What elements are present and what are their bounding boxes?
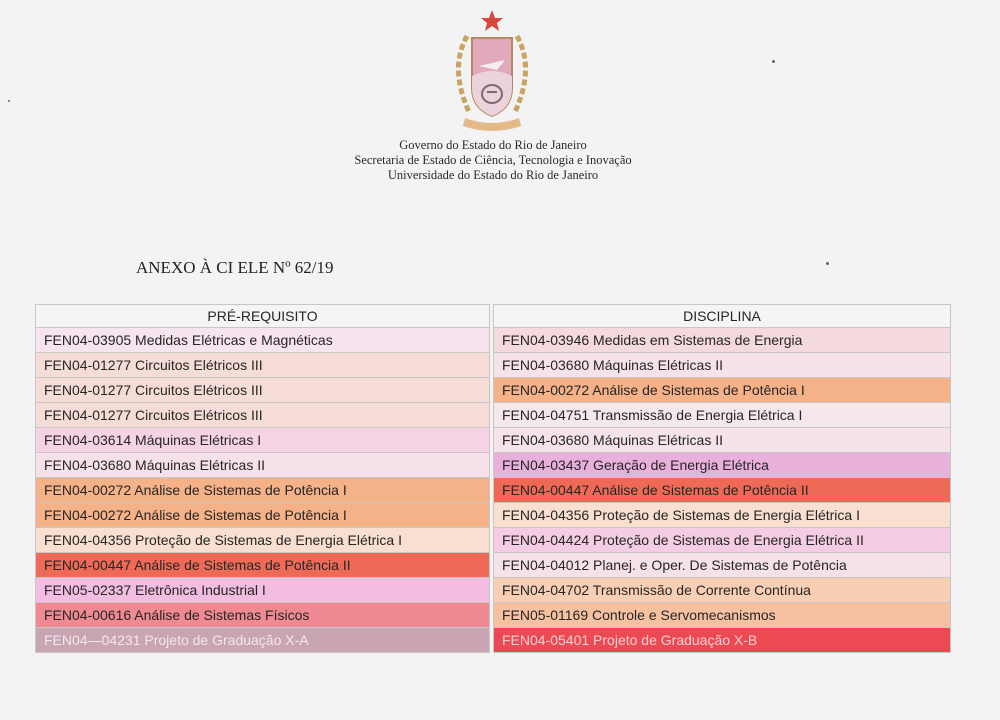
prerequisite-cell: FEN04-01277 Circuitos Elétricos III	[36, 378, 490, 403]
prerequisite-cell: FEN04—04231 Projeto de Graduação X-A	[36, 628, 490, 653]
discipline-cell: FEN04-03680 Máquinas Elétricas II	[494, 353, 951, 378]
discipline-cell: FEN04-04702 Transmissão de Corrente Contínua	[494, 578, 951, 603]
table-row	[36, 578, 951, 603]
discipline-cell: FEN04-03437 Geração de Energia Elétrica	[494, 453, 951, 478]
header-prerequisite: PRÉ-REQUISITO	[36, 305, 490, 328]
prerequisite-cell: FEN04-01277 Circuitos Elétricos III	[36, 403, 490, 428]
prerequisite-cell: FEN04-00272 Análise de Sistemas de Potência I	[36, 503, 490, 528]
prerequisite-cell: FEN04-00272 Análise de Sistemas de Potência I	[36, 478, 490, 503]
state-coat-of-arms-icon	[437, 8, 547, 138]
prerequisite-cell: FEN04-04356 Proteção de Sistemas de Energia Elétrica I	[36, 528, 490, 553]
discipline-cell: FEN04-04356 Proteção de Sistemas de Energia Elétrica I	[494, 503, 951, 528]
table-row	[36, 403, 951, 428]
scan-speck	[772, 60, 775, 63]
discipline-cell: FEN04-05401 Projeto de Graduação X-B	[494, 628, 951, 653]
scan-speck	[8, 100, 10, 102]
discipline-cell: FEN05-01169 Controle e Servomecanismos	[494, 603, 951, 628]
prerequisite-cell: FEN04-03614 Máquinas Elétricas I	[36, 428, 490, 453]
table-row	[36, 603, 951, 628]
discipline-cell: FEN04-04012 Planej. e Oper. De Sistemas de Potência	[494, 553, 951, 578]
prerequisite-cell: FEN04-00447 Análise de Sistemas de Potência II	[36, 553, 490, 578]
prerequisite-cell: FEN04-00616 Análise de Sistemas Físicos	[36, 603, 490, 628]
table-row	[36, 453, 951, 478]
discipline-cell: FEN04-04424 Proteção de Sistemas de Energia Elétrica II	[494, 528, 951, 553]
header-discipline: DISCIPLINA	[494, 305, 951, 328]
discipline-cell: FEN04-00447 Análise de Sistemas de Potência II	[494, 478, 951, 503]
scan-speck	[826, 262, 829, 265]
discipline-cell: FEN04-00272 Análise de Sistemas de Potência I	[494, 378, 951, 403]
prerequisite-table	[35, 304, 951, 653]
table-header-row	[36, 305, 951, 328]
table-row	[36, 553, 951, 578]
table-row	[36, 628, 951, 653]
prerequisite-cell: FEN04-01277 Circuitos Elétricos III	[36, 353, 490, 378]
header-line-government: Governo do Estado do Rio de Janeiro	[399, 138, 587, 152]
prerequisite-cell: FEN04-03905 Medidas Elétricas e Magnéticas	[36, 328, 490, 353]
prerequisite-cell: FEN04-03680 Máquinas Elétricas II	[36, 453, 490, 478]
table-row	[36, 503, 951, 528]
discipline-cell: FEN04-03946 Medidas em Sistemas de Energia	[494, 328, 951, 353]
annex-title: ANEXO À CI ELE Nº 62/19	[136, 258, 334, 277]
discipline-cell: FEN04-04751 Transmissão de Energia Elétrica I	[494, 403, 951, 428]
institution-header	[0, 138, 986, 183]
table-row	[36, 353, 951, 378]
table-row	[36, 428, 951, 453]
header-line-university: Universidade do Estado do Rio de Janeiro	[387, 168, 599, 182]
table-row	[36, 328, 951, 353]
header-line-secretariat: Secretaria de Estado de Ciência, Tecnologia e Inovação	[354, 153, 632, 167]
table-row	[36, 478, 951, 503]
discipline-cell: FEN04-03680 Máquinas Elétricas II	[494, 428, 951, 453]
table-row	[36, 378, 951, 403]
prerequisite-cell: FEN05-02337 Eletrônica Industrial I	[36, 578, 490, 603]
table-row	[36, 528, 951, 553]
